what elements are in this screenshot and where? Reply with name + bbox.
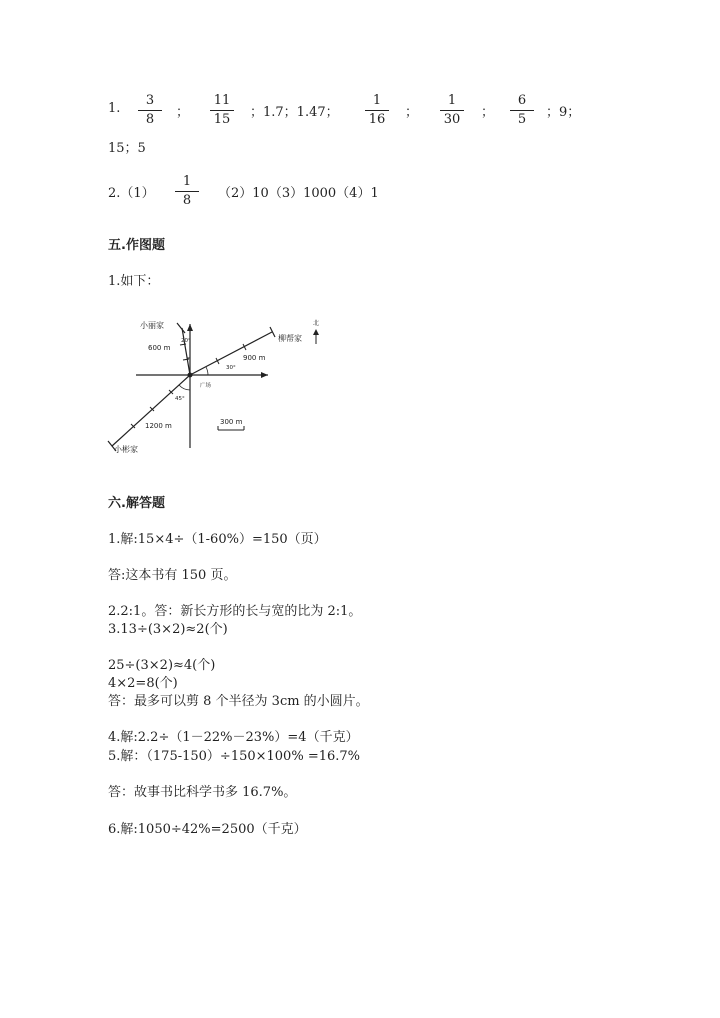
ray-xiaoli [182, 328, 190, 375]
endpoint-mark [177, 323, 185, 333]
q1-middle-values: ；1.7；1.47； [250, 105, 339, 120]
arrow-icon [261, 372, 268, 378]
label-20deg: 20° [181, 338, 191, 344]
center-point [188, 373, 193, 378]
separator: ； [405, 105, 419, 120]
ray-xiaoming [112, 375, 190, 446]
answer-line: 6.解:1050÷42%=2500（千克） [108, 822, 307, 837]
direction-diagram [100, 310, 340, 460]
numerator: 1 [182, 174, 192, 189]
fraction-1-16 [362, 94, 392, 127]
fraction-11-15 [207, 94, 237, 127]
numerator: 11 [213, 93, 231, 108]
q1-prefix: 1. [108, 101, 121, 116]
label-xiaoli: 小丽家 [140, 321, 164, 330]
fraction-bar [365, 110, 389, 111]
answer-line: 答：最多可以剪 8 个半径为 3cm 的小圆片。 [108, 694, 369, 709]
answer-line: 3.13÷(3×2)≈2(个) [108, 622, 228, 637]
denominator: 8 [182, 193, 192, 208]
denominator: 15 [213, 112, 231, 127]
answer-line: 2.2:1。答：新长方形的长与宽的比为 2:1。 [108, 604, 362, 619]
q2-prefix: 2.（1） [108, 186, 155, 201]
label-1200m: 1200 m [145, 422, 172, 430]
label-30deg: 30° [226, 365, 236, 371]
tick-mark [183, 359, 189, 360]
numerator: 1 [447, 93, 457, 108]
label-square: 广场 [200, 383, 212, 389]
fraction-1-30 [437, 94, 467, 127]
numerator: 6 [517, 93, 527, 108]
answer-line: 答:这本书有 150 页。 [108, 568, 237, 583]
fraction-1-8 [172, 175, 202, 208]
answer-line: 5.解：（175-150）÷150×100% =16.7% [108, 749, 361, 764]
numerator: 1 [372, 93, 382, 108]
q1-line2: 15；5 [108, 141, 146, 156]
label-xiaoming: 小彬家 [114, 445, 138, 454]
denominator: 8 [145, 112, 155, 127]
fraction-3-8 [135, 94, 165, 127]
denominator: 30 [443, 112, 461, 127]
fraction-bar [138, 110, 162, 111]
fraction-6-5 [507, 94, 537, 127]
separator: ； [481, 105, 495, 120]
answer-line: 1.解:15×4÷（1-60%）=150（页） [108, 532, 327, 547]
label-scale: 300 m [220, 418, 243, 426]
arrow-icon [187, 324, 193, 331]
label-900m: 900 m [243, 354, 266, 362]
angle-arc [179, 385, 190, 390]
label-liubang: 柳帮家 [278, 334, 302, 343]
separator: ； [176, 105, 190, 120]
answer-line: 25÷(3×2)≈4(个) [108, 658, 216, 673]
answer-line: 4.解:2.2÷（1－22%－23%）=4（千克） [108, 730, 359, 745]
label-600m: 600 m [148, 344, 171, 352]
section6-title: 六.解答题 [108, 496, 165, 511]
fraction-bar [175, 191, 199, 192]
denominator: 16 [368, 112, 386, 127]
section5-title: 五.作图题 [108, 238, 165, 253]
label-45deg: 45° [175, 396, 185, 402]
answer-line: 4×2=8(个) [108, 676, 178, 691]
fraction-bar [510, 110, 534, 111]
angle-arc [206, 367, 208, 375]
fraction-bar [440, 110, 464, 111]
denominator: 5 [517, 112, 527, 127]
numerator: 3 [145, 93, 155, 108]
section5-q1: 1.如下： [108, 274, 160, 289]
answer-line: 答：故事书比科学书多 16.7%。 [108, 785, 297, 800]
q1-tail: ；9； [546, 105, 581, 120]
label-north: 北 [313, 320, 320, 327]
fraction-bar [210, 110, 234, 111]
north-arrow-icon [313, 329, 319, 335]
q2-rest: （2）10（3）1000（4）1 [218, 186, 379, 201]
